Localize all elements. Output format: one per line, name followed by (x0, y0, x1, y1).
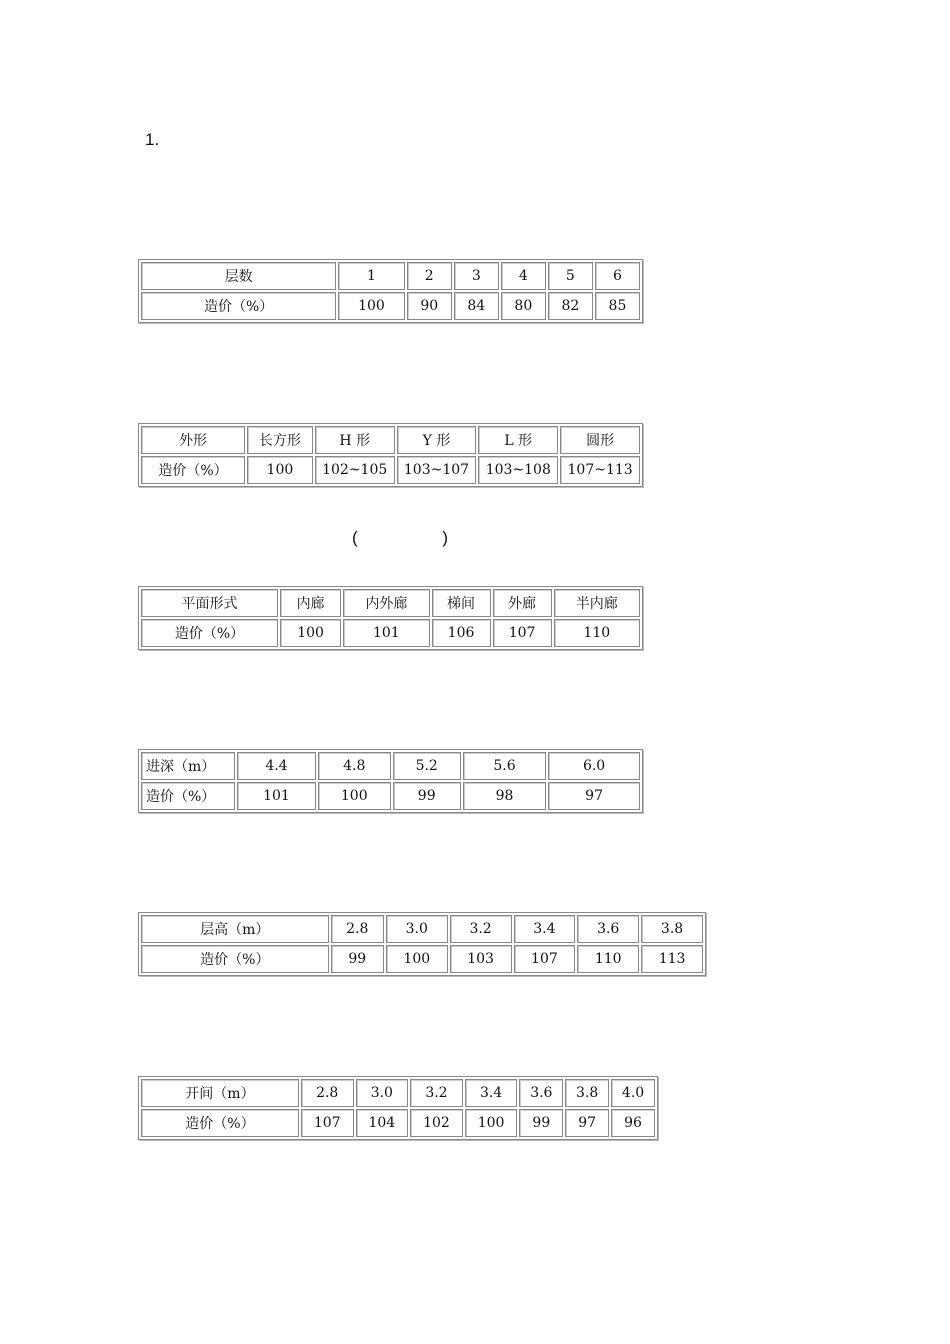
table-row (141, 426, 640, 454)
table-cell: 100 (280, 619, 341, 647)
table-row (141, 292, 640, 320)
table-cell: 107 (514, 945, 576, 973)
table-cell: 101 (237, 782, 316, 810)
table-cell: H 形 (315, 426, 395, 454)
table-cell: L 形 (478, 426, 558, 454)
table-cell: 内廊 (280, 589, 341, 617)
table-cell: 100 (318, 782, 391, 810)
table-cell: 99 (331, 945, 384, 973)
table-cell: 长方形 (247, 426, 313, 454)
table-cell: 3.2 (450, 915, 512, 943)
table-cell: 99 (393, 782, 461, 810)
table-cell: 3.6 (519, 1079, 563, 1107)
table-cell: 102 (410, 1109, 463, 1137)
table-cell: 6.0 (548, 752, 640, 780)
table-cell: 3.4 (514, 915, 576, 943)
table-cell: 3.6 (577, 915, 639, 943)
table-cell: 半内廊 (554, 589, 640, 617)
depth-cost-table (138, 749, 643, 813)
table-cell: 100 (338, 292, 405, 320)
table-cell: 84 (454, 292, 499, 320)
shape-cost-table (138, 423, 643, 487)
table-cell: 平面形式 (141, 589, 278, 617)
table-cell: 5.6 (463, 752, 546, 780)
table-cell: 106 (432, 619, 491, 647)
table-cell: 80 (501, 292, 546, 320)
table-cell: 102~105 (315, 456, 395, 484)
table-cell: 104 (356, 1109, 409, 1137)
table-cell: 110 (577, 945, 639, 973)
table-cell: 100 (465, 1109, 518, 1137)
floors-cost-table (138, 259, 643, 323)
table-row (141, 752, 640, 780)
table-cell: 3.8 (565, 1079, 609, 1107)
table-cell: 98 (463, 782, 546, 810)
table-cell: Y 形 (397, 426, 477, 454)
table-cell: 101 (343, 619, 429, 647)
table-cell: 90 (407, 292, 452, 320)
table-row (141, 1079, 655, 1107)
table-cell: 内外廊 (343, 589, 429, 617)
table-cell: 113 (641, 945, 703, 973)
table-cell: 5 (548, 262, 593, 290)
table-row (141, 589, 640, 617)
table-cell: 圆形 (560, 426, 640, 454)
table-cell: 5.2 (393, 752, 461, 780)
close-paren: ) (442, 528, 448, 547)
table-cell: 3.0 (356, 1079, 409, 1107)
table-cell: 3.8 (641, 915, 703, 943)
table-cell: 107 (493, 619, 552, 647)
table-cell: 6 (595, 262, 640, 290)
table-cell: 层数 (141, 262, 336, 290)
parenthesis-note (352, 528, 448, 548)
table-cell: 造价（%） (141, 945, 329, 973)
table-cell: 107 (301, 1109, 354, 1137)
table-cell: 2.8 (331, 915, 384, 943)
table-cell: 外廊 (493, 589, 552, 617)
section-heading: 1. (145, 130, 160, 149)
table-cell: 97 (565, 1109, 609, 1137)
table-row (141, 915, 703, 943)
table-cell: 3.4 (465, 1079, 518, 1107)
table-cell: 100 (386, 945, 448, 973)
table-cell: 1 (338, 262, 405, 290)
table-cell: 99 (519, 1109, 563, 1137)
table-cell: 4.0 (611, 1079, 655, 1107)
table-cell: 85 (595, 292, 640, 320)
table-cell: 4.8 (318, 752, 391, 780)
table-cell: 82 (548, 292, 593, 320)
table-row (141, 262, 640, 290)
table-cell: 2 (407, 262, 452, 290)
table-cell: 97 (548, 782, 640, 810)
table-row (141, 619, 640, 647)
table-row (141, 456, 640, 484)
table-cell: 造价（%） (141, 456, 245, 484)
table-cell: 4.4 (237, 752, 316, 780)
table-cell: 103 (450, 945, 512, 973)
table-cell: 107~113 (560, 456, 640, 484)
table-row (141, 945, 703, 973)
table-cell: 外形 (141, 426, 245, 454)
table-cell: 110 (554, 619, 640, 647)
table-row (141, 1109, 655, 1137)
table-cell: 造价（%） (141, 1109, 299, 1137)
open-paren: ( (352, 528, 358, 547)
table-cell: 进深（m） (141, 752, 235, 780)
table-cell: 100 (247, 456, 313, 484)
table-row (141, 782, 640, 810)
table-cell: 梯间 (432, 589, 491, 617)
table-cell: 103~107 (397, 456, 477, 484)
table-cell: 层高（m） (141, 915, 329, 943)
table-cell: 开间（m） (141, 1079, 299, 1107)
bay-width-cost-table (138, 1076, 658, 1140)
table-cell: 2.8 (301, 1079, 354, 1107)
table-cell: 造价（%） (141, 782, 235, 810)
floor-height-cost-table (138, 912, 706, 976)
plan-form-cost-table (138, 586, 643, 650)
table-cell: 103~108 (478, 456, 558, 484)
table-cell: 4 (501, 262, 546, 290)
table-cell: 造价（%） (141, 619, 278, 647)
table-cell: 96 (611, 1109, 655, 1137)
table-cell: 造价（%） (141, 292, 336, 320)
table-cell: 3.0 (386, 915, 448, 943)
table-cell: 3.2 (410, 1079, 463, 1107)
table-cell: 3 (454, 262, 499, 290)
